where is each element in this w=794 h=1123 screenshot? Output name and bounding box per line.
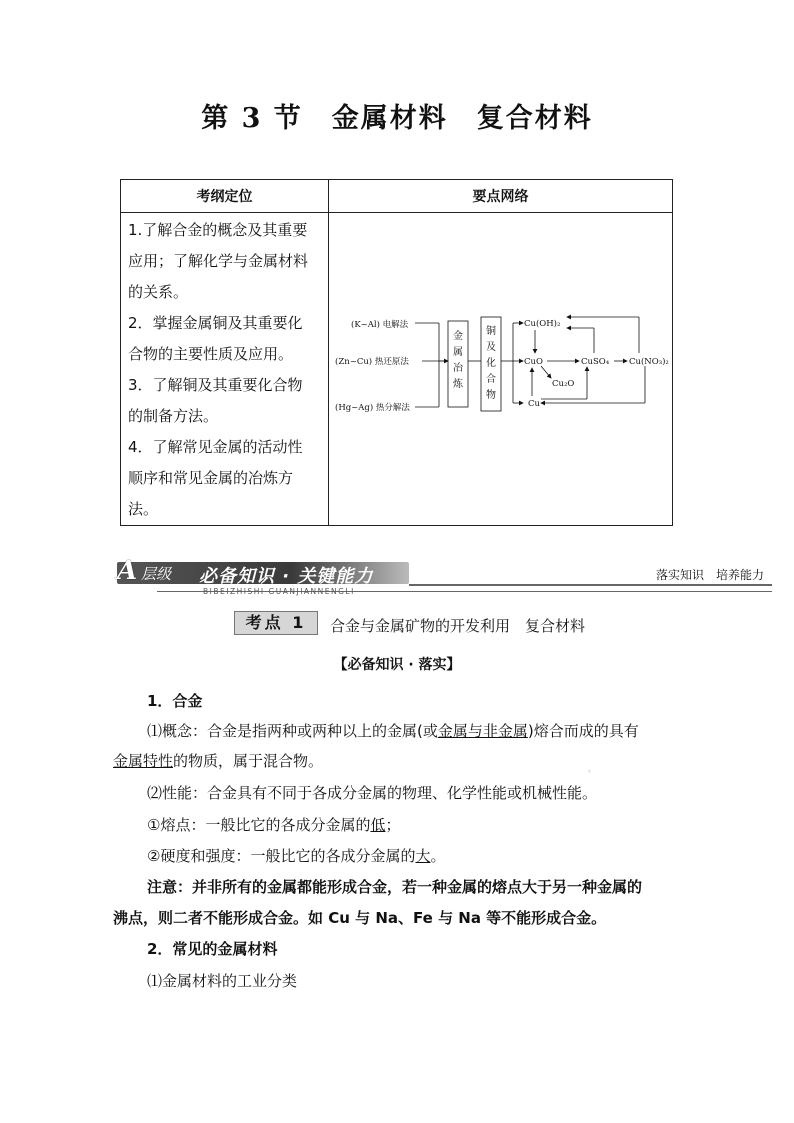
network-cell [329, 213, 673, 526]
col-header-network: 要点网络 [329, 180, 673, 213]
note-line-2: 沸点，则二者不能形成合金。如 Cu 与 Na、Fe 与 Na 等不能形成合金。 [113, 909, 607, 927]
box2-char: 及 [486, 342, 496, 353]
text-run: ②硬度和强度：一般比它的各成分金属的 [147, 847, 416, 865]
box2-char: 物 [486, 390, 496, 401]
text-run: 。 [430, 847, 446, 865]
note-line-1: 注意：并非所有的金属都能形成合金，若一种金属的熔点大于另一种金属的 [147, 878, 643, 896]
kaodian-title: 合金与金属矿物的开发利用 复合材料 [330, 617, 586, 635]
species-cuno3: Cu(NO₃)₂ [629, 357, 669, 367]
underlined-term: 低 [370, 816, 386, 834]
species-cuoh2: Cu(OH)₂ [524, 319, 561, 329]
banner-title: 必备知识 · 关键能力 [199, 566, 374, 587]
box1-char: 冶 [453, 363, 463, 374]
paragraph-concept-cont [113, 750, 323, 771]
text-run: ； [385, 816, 401, 834]
objective-line: 4．了解常见金属的活动性 [128, 438, 303, 456]
box1-char: 炼 [453, 379, 463, 390]
text-run: ⑴概念：合金是指两种或两种以上的金属(或 [147, 722, 438, 740]
box1-char: 金 [453, 331, 463, 342]
underlined-term: 金属与非金属 [437, 722, 528, 740]
knowledge-network-diagram [329, 213, 675, 525]
banner-level-label: 层级 [141, 565, 172, 583]
objective-line: 的制备方法。 [128, 407, 219, 425]
underlined-term: 大 [415, 847, 431, 865]
box2-char: 铜 [486, 326, 496, 337]
objective-line: 2．掌握金属铜及其重要化 [128, 314, 303, 332]
section-heading-alloy: 1．合金 [147, 692, 203, 710]
method-thermal-decomposition: (Hg~Ag) 热分解法 [335, 403, 410, 413]
objective-line: 1.了解合金的概念及其重要 [128, 221, 308, 239]
method-thermal-reduction: (Zn~Cu) 热还原法 [335, 357, 409, 367]
section-banner [117, 556, 772, 602]
paragraph-hardness [147, 845, 445, 866]
objective-line: 3．了解铜及其重要化合物 [128, 376, 303, 394]
species-cuo: CuO [524, 357, 543, 367]
box2-char: 合 [486, 374, 496, 385]
arrow-cuo-cu2o [541, 366, 551, 378]
text-run: 的物质，属于混合物。 [173, 752, 324, 770]
objectives-cell [121, 213, 329, 526]
objective-line: 合物的主要性质及应用。 [128, 345, 294, 363]
col-header-syllabus: 考纲定位 [121, 180, 329, 213]
outline-table [120, 179, 673, 526]
text-run: ①熔点：一般比它的各成分金属的 [147, 816, 371, 834]
paragraph-classification: ⑴金属材料的工业分类 [147, 972, 298, 990]
underlined-term: 金属特性 [113, 752, 174, 770]
kaodian-label: 考点 1 [234, 611, 318, 635]
species-cuso4: CuSO₄ [581, 357, 610, 367]
paragraph-properties: ⑵性能：合金具有不同于各成分金属的物理、化学性能或机械性能。 [147, 784, 598, 802]
objective-line: 法。 [128, 500, 159, 518]
watermark-text: · [586, 760, 597, 785]
paragraph-melting-point [147, 814, 400, 835]
box1-char: 属 [453, 347, 463, 358]
species-cu2o: Cu₂O [552, 379, 575, 389]
banner-pinyin: BIBEIZHISHI GUANJIANNENGLI [203, 587, 355, 596]
method-electrolysis: (K~Al) 电解法 [351, 320, 409, 330]
page-title: 第 3 节 金属材料 复合材料 [201, 103, 593, 134]
banner-slogan: 落实知识 培养能力 [655, 568, 764, 582]
objective-line: 顺序和常见金属的冶炼方 [128, 469, 294, 487]
objective-line: 的关系。 [128, 283, 189, 301]
paragraph-concept [147, 720, 639, 741]
objective-line: 应用；了解化学与金属材料 [128, 252, 309, 270]
species-cu: Cu [528, 399, 540, 409]
box2-char: 化 [486, 358, 496, 369]
text-run: )熔合而成的具有 [527, 722, 639, 740]
banner-rule [409, 584, 772, 586]
banner-level-letter: A [117, 556, 138, 586]
section-heading-materials: 2．常见的金属材料 [147, 940, 278, 958]
sub-heading: 【必备知识 · 落实】 [333, 657, 461, 673]
